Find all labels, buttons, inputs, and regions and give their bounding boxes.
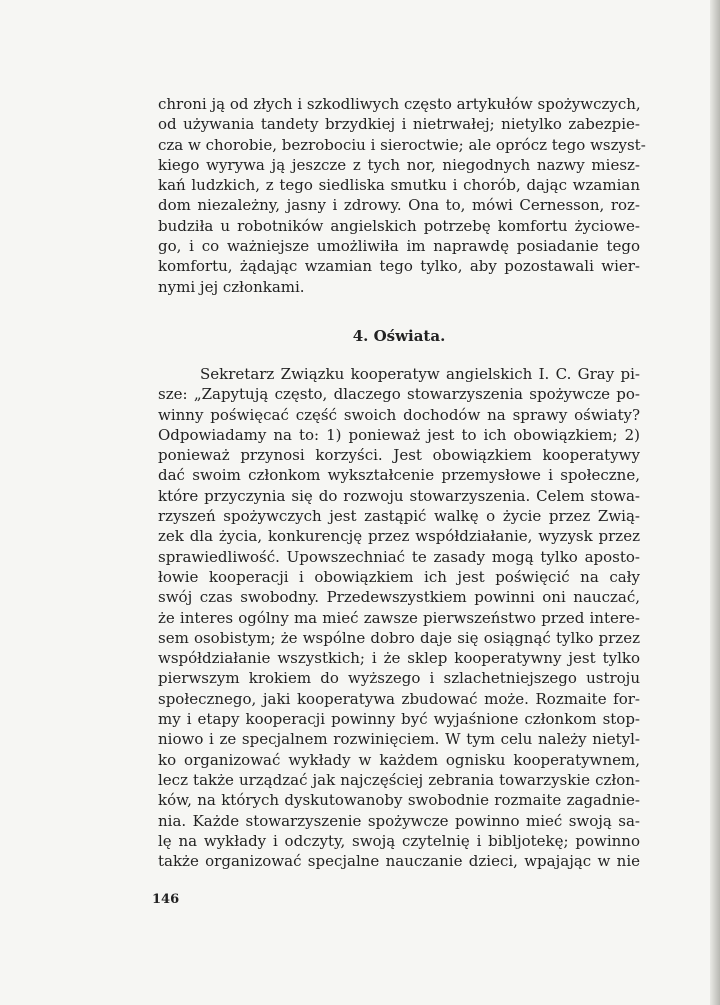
text-line: ko organizować wykłady w każdem ognisku kooperatywnem, <box>158 750 640 769</box>
text-line: lę na wykłady i odczyty, swoją czytelnię i bibljotekę; powinno <box>158 831 640 850</box>
text-line: że interes ogólny ma mieć zawsze pierwszeństwo przed intere- <box>158 608 640 627</box>
text-line: komfortu, żądając wzamian tego tylko, aby pozostawali wier- <box>158 257 640 276</box>
page-edge-shadow <box>710 0 720 1005</box>
text-line: łowie kooperacji i obowiązkiem ich jest poświęcić na cały <box>158 567 640 586</box>
text-line: my i etapy kooperacji powinny być wyjaśnione członkom stop- <box>158 710 640 729</box>
text-line: społecznego, jaki kooperatywa zbudować może. Rozmaite for- <box>158 689 640 708</box>
text-line: ków, na których dyskutowanoby swobodnie rozmaite zagadnie- <box>158 791 640 810</box>
text-line: także organizować specjalne nauczanie dzieci, wpajając w nie <box>158 852 640 871</box>
text-line: Odpowiadamy na to: 1) ponieważ jest to ich obowiązkiem; 2) <box>158 425 640 444</box>
paragraph-continued <box>158 94 646 297</box>
text-line: sprawiedliwość. Upowszechniać te zasady mogą tylko aposto- <box>158 547 640 566</box>
text-line: swój czas swobodny. Przedewszystkiem powinni oni nauczać, <box>158 588 640 607</box>
text-line: nia. Każde stowarzyszenie spożywcze powinno mieć swoją sa- <box>158 811 640 830</box>
text-line: kiego wyrywa ją jeszcze z tych nor, niegodnych nazwy miesz- <box>158 155 640 174</box>
text-line: cza w chorobie, bezrobociu i sieroctwie; ale oprócz tego wszyst- <box>158 135 646 154</box>
text-line: współdziałanie wszystkich; i że sklep kooperatywny jest tylko <box>158 649 640 668</box>
text-line: nymi jej członkami. <box>158 277 305 296</box>
text-line: ponieważ przynosi korzyści. Jest obowiązkiem kooperatywy <box>158 446 640 465</box>
text-line: go, i co ważniejsze umożliwiła im naprawdę posiadanie tego <box>158 237 640 256</box>
text-line: dać swoim członkom wykształcenie przemysłowe i społeczne, <box>158 466 640 485</box>
text-line: sem osobistym; że wspólne dobro daje się osiągnąć tylko przez <box>158 628 640 647</box>
text-line: które przyczynia się do rozwoju stowarzyszenia. Celem stowa- <box>158 486 640 505</box>
page-text <box>158 94 646 871</box>
text-line: niowo i ze specjalnem rozwinięciem. W tym celu należy nietyl- <box>158 730 640 749</box>
text-line: od używania tandety brzydkiej i nietrwałej; nietylko zabezpie- <box>158 115 640 134</box>
text-line: rzyszeń spożywczych jest zastąpić walkę o życie przez Zwią- <box>158 507 640 526</box>
text-line: sze: „Zapytują często, dlaczego stowarzyszenia spożywcze po- <box>158 385 640 404</box>
page-number: 146 <box>152 892 180 907</box>
text-line: zek dla życia, konkurencję przez współdziałanie, wyzysk przez <box>158 527 640 546</box>
section-heading: 4. Oświata. <box>352 326 446 345</box>
text-line: pierwszym krokiem do wyższego i szlachetniejszego ustroju <box>158 669 640 688</box>
text-line: budziła u robotników angielskich potrzebę komfortu życiowe- <box>158 216 640 235</box>
text-line: lecz także urządzać jak najczęściej zebrania towarzyskie człon- <box>158 770 640 789</box>
text-line: winny poświęcać część swoich dochodów na sprawy oświaty? <box>158 405 640 424</box>
text-line: chroni ją od złych i szkodliwych często artykułów spożywczych, <box>158 95 641 113</box>
paragraph-oswiata <box>158 364 640 871</box>
text-line: dom niezależny, jasny i zdrowy. Ona to, mówi Cernesson, roz- <box>158 196 640 215</box>
text-line: Sekretarz Związku kooperatyw angielskich I. C. Gray pi- <box>200 364 640 383</box>
text-line: kań ludzkich, z tego siedliska smutku i chorób, dając wzamian <box>158 176 640 195</box>
